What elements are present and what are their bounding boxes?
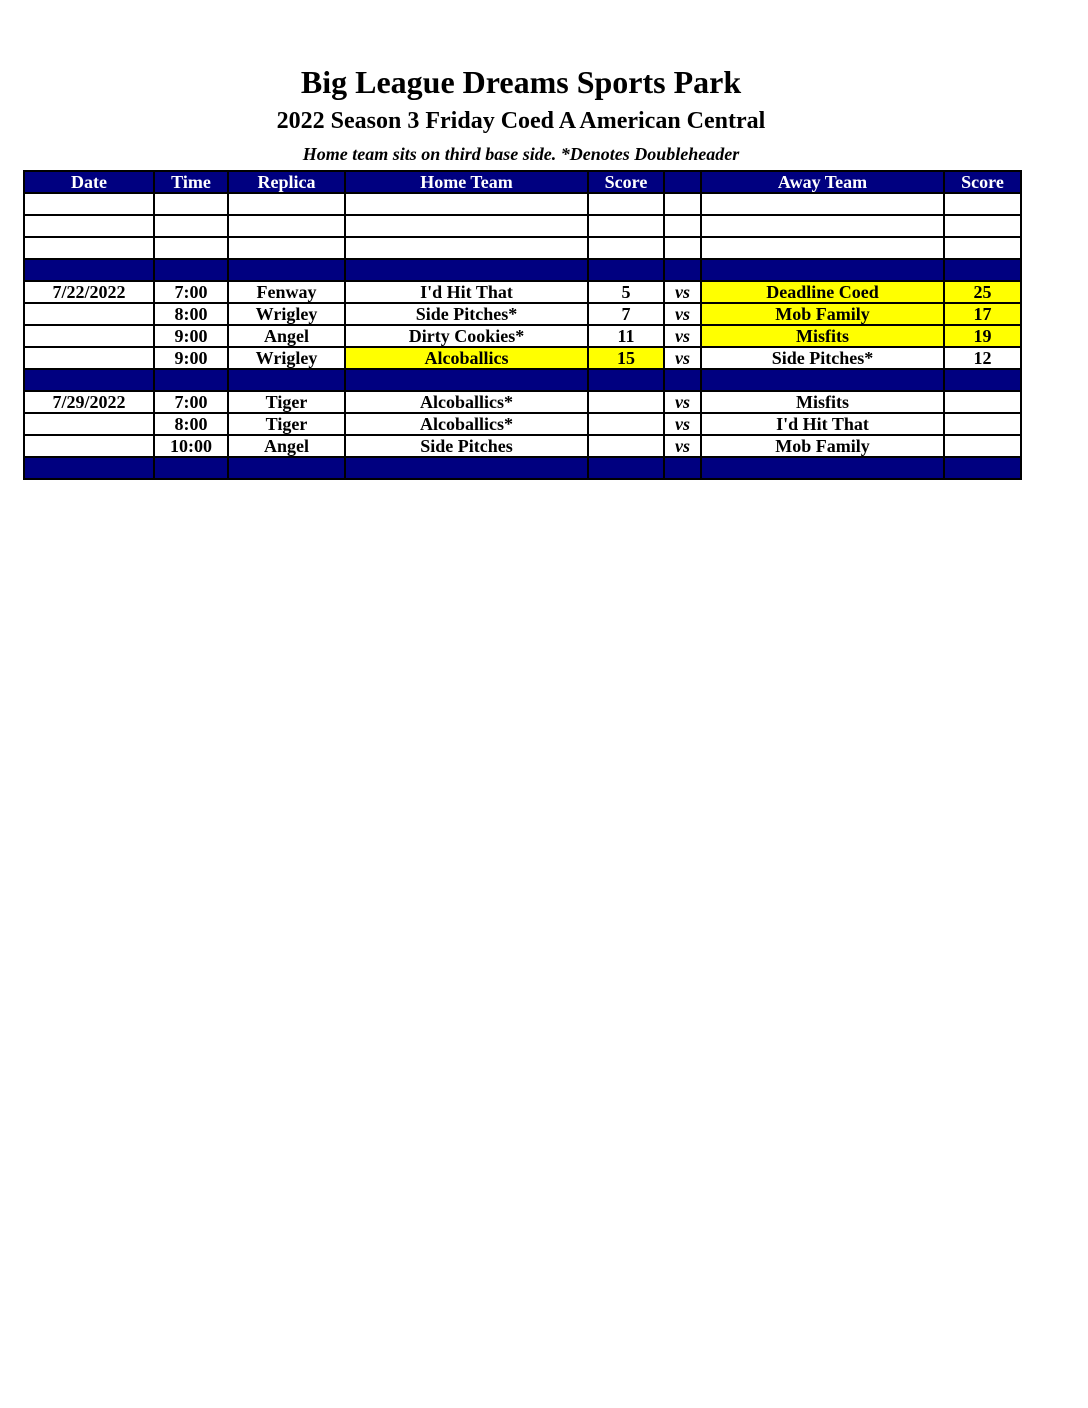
vs-label: vs bbox=[664, 303, 701, 325]
home-score: 5 bbox=[588, 281, 664, 303]
away-team: Deadline Coed bbox=[701, 281, 944, 303]
page-subtitle: 2022 Season 3 Friday Coed A American Central bbox=[276, 108, 766, 134]
game-time: 9:00 bbox=[154, 325, 228, 347]
game-time: 7:00 bbox=[154, 391, 228, 413]
game-row bbox=[24, 303, 1021, 325]
game-replica: Fenway bbox=[228, 281, 345, 303]
home-team: Side Pitches bbox=[345, 435, 588, 457]
game-date bbox=[24, 325, 154, 347]
home-score: 15 bbox=[588, 347, 664, 369]
game-time: 10:00 bbox=[154, 435, 228, 457]
game-row bbox=[24, 281, 1021, 303]
game-date: 7/22/2022 bbox=[24, 281, 154, 303]
empty-row bbox=[24, 215, 1021, 237]
away-score: 12 bbox=[944, 347, 1021, 369]
empty-row bbox=[24, 237, 1021, 259]
separator-row bbox=[24, 457, 1021, 479]
home-score bbox=[588, 413, 664, 435]
home-team: Side Pitches* bbox=[345, 303, 588, 325]
vs-label: vs bbox=[664, 413, 701, 435]
away-score: 19 bbox=[944, 325, 1021, 347]
column-header-date: Date bbox=[24, 171, 154, 193]
game-date bbox=[24, 413, 154, 435]
home-team: I'd Hit That bbox=[345, 281, 588, 303]
vs-label: vs bbox=[664, 325, 701, 347]
vs-label: vs bbox=[664, 435, 701, 457]
game-replica: Wrigley bbox=[228, 347, 345, 369]
table-header-row bbox=[24, 171, 1021, 193]
game-date: 7/29/2022 bbox=[24, 391, 154, 413]
home-team: Alcoballics* bbox=[345, 413, 588, 435]
game-time: 9:00 bbox=[154, 347, 228, 369]
away-score: 17 bbox=[944, 303, 1021, 325]
page-note: Home team sits on third base side. *Denotes Doubleheader bbox=[302, 144, 740, 164]
home-score: 11 bbox=[588, 325, 664, 347]
column-header-away-team: Away Team bbox=[701, 171, 944, 193]
game-date bbox=[24, 303, 154, 325]
column-header-home-score: Score bbox=[588, 171, 664, 193]
home-score bbox=[588, 391, 664, 413]
away-score bbox=[944, 435, 1021, 457]
away-team: Mob Family bbox=[701, 303, 944, 325]
home-team: Alcoballics* bbox=[345, 391, 588, 413]
home-team: Alcoballics bbox=[345, 347, 588, 369]
away-score bbox=[944, 413, 1021, 435]
page-title: Big League Dreams Sports Park bbox=[300, 64, 742, 100]
away-score bbox=[944, 391, 1021, 413]
home-score: 7 bbox=[588, 303, 664, 325]
away-team: Misfits bbox=[701, 325, 944, 347]
vs-label: vs bbox=[664, 347, 701, 369]
empty-row bbox=[24, 193, 1021, 215]
game-date bbox=[24, 347, 154, 369]
game-row bbox=[24, 435, 1021, 457]
home-team: Dirty Cookies* bbox=[345, 325, 588, 347]
away-team: Side Pitches* bbox=[701, 347, 944, 369]
separator-row bbox=[24, 259, 1021, 281]
schedule-table bbox=[23, 170, 1022, 480]
home-score bbox=[588, 435, 664, 457]
vs-label: vs bbox=[664, 391, 701, 413]
column-header-time: Time bbox=[154, 171, 228, 193]
away-team: Mob Family bbox=[701, 435, 944, 457]
game-row bbox=[24, 413, 1021, 435]
game-replica: Tiger bbox=[228, 391, 345, 413]
column-header-away-score: Score bbox=[944, 171, 1021, 193]
game-time: 7:00 bbox=[154, 281, 228, 303]
away-team: Misfits bbox=[701, 391, 944, 413]
column-header-replica: Replica bbox=[228, 171, 345, 193]
game-row bbox=[24, 347, 1021, 369]
game-row bbox=[24, 325, 1021, 347]
away-score: 25 bbox=[944, 281, 1021, 303]
column-header-home-team: Home Team bbox=[345, 171, 588, 193]
separator-row bbox=[24, 369, 1021, 391]
column-header-vs bbox=[664, 171, 701, 193]
game-row bbox=[24, 391, 1021, 413]
vs-label: vs bbox=[664, 281, 701, 303]
away-team: I'd Hit That bbox=[701, 413, 944, 435]
game-time: 8:00 bbox=[154, 413, 228, 435]
game-time: 8:00 bbox=[154, 303, 228, 325]
game-replica: Angel bbox=[228, 325, 345, 347]
game-replica: Tiger bbox=[228, 413, 345, 435]
game-replica: Wrigley bbox=[228, 303, 345, 325]
game-date bbox=[24, 435, 154, 457]
game-replica: Angel bbox=[228, 435, 345, 457]
